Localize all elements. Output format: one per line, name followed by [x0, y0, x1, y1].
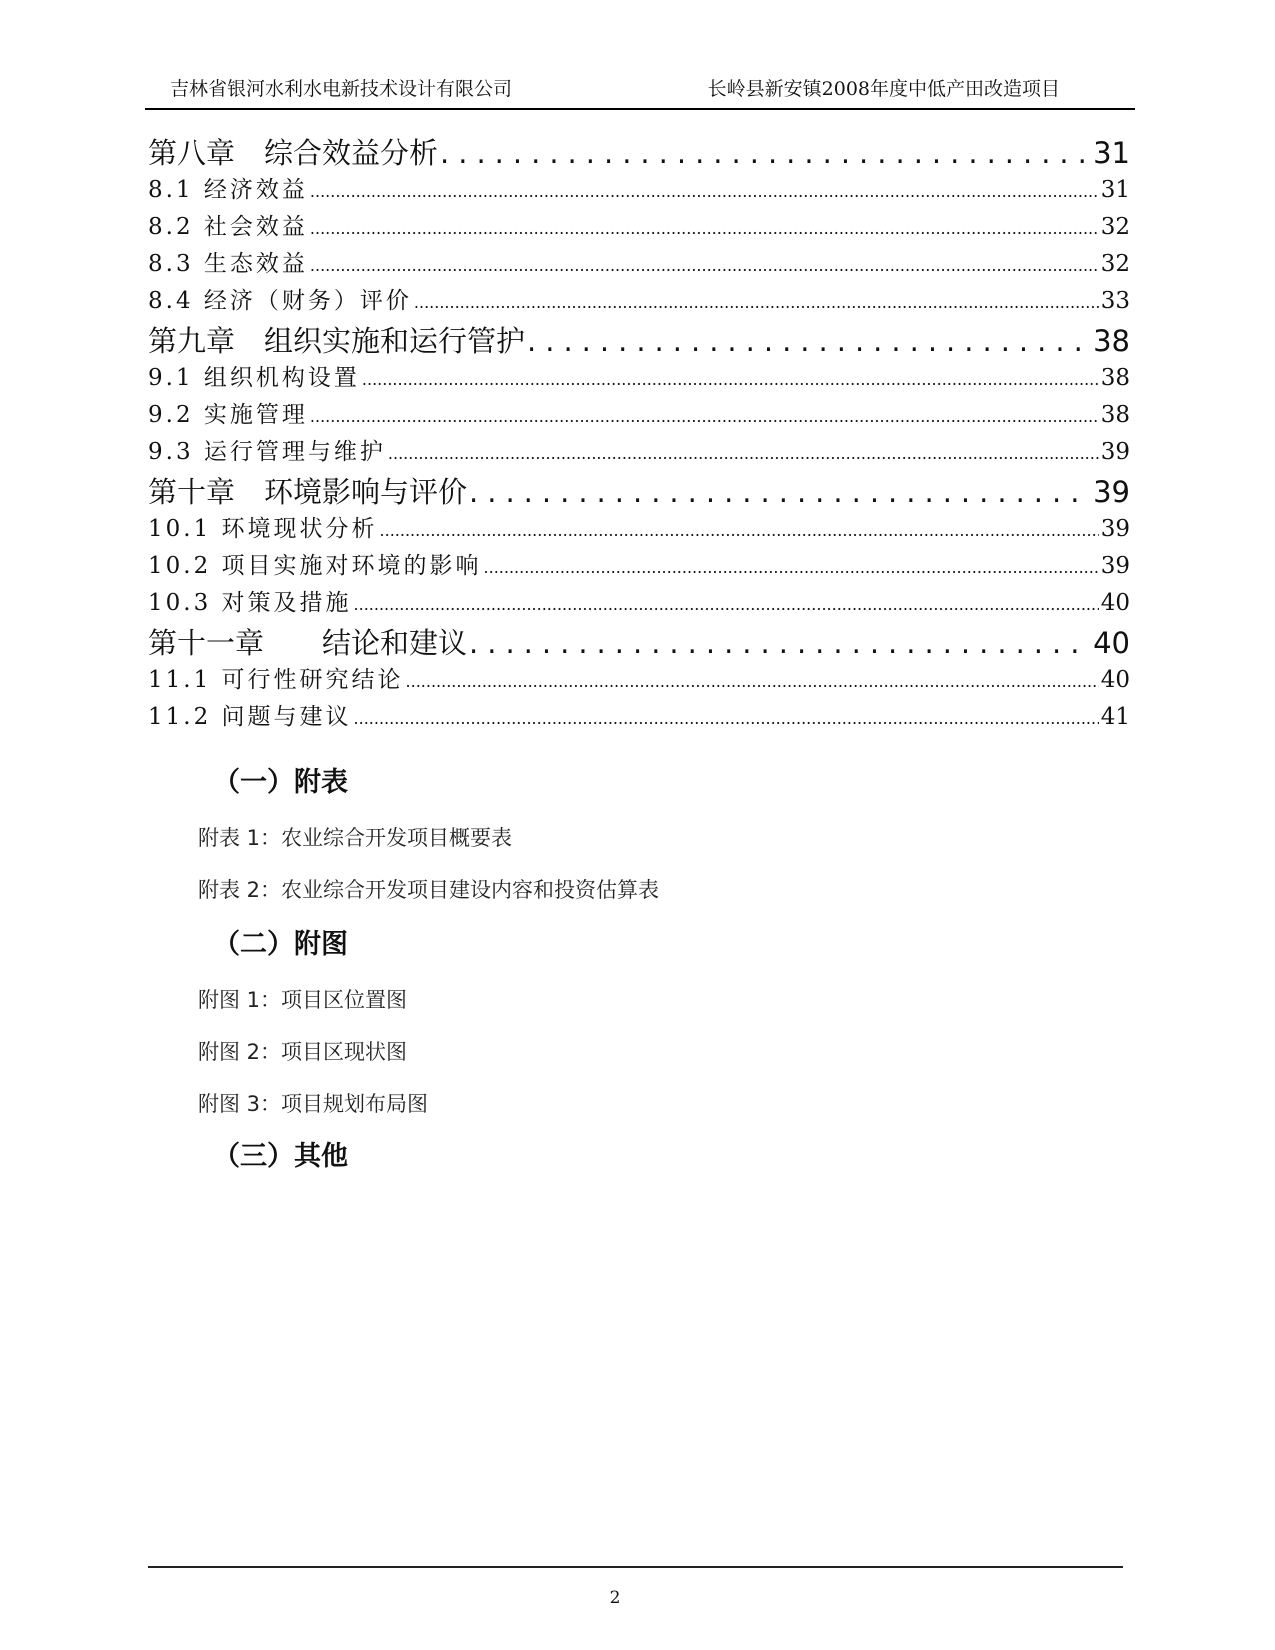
toc-dot-leader — [414, 288, 1099, 314]
toc-dot-leader — [310, 402, 1099, 428]
toc-section-entry[interactable] — [148, 208, 1130, 245]
toc-entry-title: 8.2 社会效益 — [148, 214, 308, 240]
appendix-table-item: 附表 1：农业综合开发项目概要表 — [198, 826, 513, 850]
toc-entry-title: 8.3 生态效益 — [148, 251, 308, 277]
toc-entry-title: 9.1 组织机构设置 — [148, 365, 360, 391]
toc-entry-title: 11.2 问题与建议 — [148, 704, 352, 730]
toc-chapter-entry[interactable] — [148, 621, 1130, 661]
appendix-figure-item: 附图 2：项目区现状图 — [198, 1040, 408, 1064]
toc-section-entry[interactable] — [148, 396, 1130, 433]
toc-section-entry[interactable] — [148, 433, 1130, 470]
toc-chapter-entry[interactable] — [148, 319, 1130, 359]
appendix-figure-item: 附图 3：项目规划布局图 — [198, 1092, 429, 1116]
toc-section-entry[interactable] — [148, 171, 1130, 208]
toc-dot-leader — [484, 553, 1099, 579]
appendix-table-item: 附表 2：农业综合开发项目建设内容和投资估算表 — [198, 878, 660, 902]
toc-entry-title: 9.2 实施管理 — [148, 402, 308, 428]
toc-dot-leader — [310, 214, 1099, 240]
toc-page-number: 32 — [1100, 214, 1130, 240]
toc-entry-title: 11.1 可行性研究结论 — [148, 667, 404, 693]
toc-page-number: 39 — [1100, 516, 1130, 542]
toc-page-number: 38 — [1093, 324, 1130, 358]
toc-dot-leader — [354, 704, 1099, 730]
toc-page-number: 33 — [1100, 288, 1130, 314]
toc-entry-title: 8.4 经济（财务）评价 — [148, 288, 412, 314]
toc-entry-title: 第九章 组织实施和运行管护 — [148, 324, 526, 358]
toc-dot-leader — [310, 251, 1099, 277]
toc-section-entry[interactable] — [148, 698, 1130, 735]
toc-page-number: 38 — [1100, 402, 1130, 428]
toc-dot-leader — [469, 626, 1091, 660]
toc-dot-leader — [362, 365, 1099, 391]
toc-page-number: 40 — [1100, 667, 1130, 693]
toc-entry-title: 10.2 项目实施对环境的影响 — [148, 553, 482, 579]
toc-page-number: 39 — [1093, 475, 1130, 509]
header-company: 吉林省银河水利水电新技术设计有限公司 — [170, 78, 513, 100]
toc-dot-leader — [380, 516, 1099, 542]
toc-page-number: 38 — [1100, 365, 1130, 391]
appendix-tables-heading: （一）附表 — [213, 767, 348, 798]
footer-divider — [148, 1566, 1123, 1568]
toc-section-entry[interactable] — [148, 661, 1130, 698]
appendix-figures-heading: （二）附图 — [213, 929, 348, 960]
toc-entry-title: 8.1 经济效益 — [148, 177, 308, 203]
toc-page-number: 39 — [1100, 439, 1130, 465]
toc-section-entry[interactable] — [148, 245, 1130, 282]
toc-section-entry[interactable] — [148, 282, 1130, 319]
toc-dot-leader — [388, 439, 1099, 465]
appendix-figure-item: 附图 1：项目区位置图 — [198, 988, 408, 1012]
page-number: 2 — [609, 1588, 621, 1608]
toc-section-entry[interactable] — [148, 584, 1130, 621]
toc-dot-leader — [527, 324, 1091, 358]
toc-section-entry[interactable] — [148, 510, 1130, 547]
toc-entry-title: 10.3 对策及措施 — [148, 590, 352, 616]
appendix-other-heading: （三）其他 — [213, 1141, 348, 1172]
toc-dot-leader — [354, 590, 1099, 616]
toc-page-number: 32 — [1100, 251, 1130, 277]
toc-entry-title: 9.3 运行管理与维护 — [148, 439, 386, 465]
toc-entry-title: 第十一章 结论和建议 — [148, 626, 468, 660]
toc-dot-leader — [440, 136, 1091, 170]
toc-entry-title: 第十章 环境影响与评价 — [148, 475, 468, 509]
toc-dot-leader — [469, 475, 1091, 509]
toc-entry-title: 10.1 环境现状分析 — [148, 516, 378, 542]
toc-chapter-entry[interactable] — [148, 470, 1130, 510]
page-header — [145, 70, 1135, 110]
toc-page-number: 40 — [1093, 626, 1130, 660]
toc-section-entry[interactable] — [148, 359, 1130, 396]
toc-dot-leader — [406, 667, 1099, 693]
toc-entry-title: 第八章 综合效益分析 — [148, 136, 439, 170]
toc-chapter-entry[interactable] — [148, 131, 1130, 171]
toc-page-number: 40 — [1100, 590, 1130, 616]
toc-page-number: 39 — [1100, 553, 1130, 579]
toc-page-number: 31 — [1093, 136, 1130, 170]
header-project: 长岭县新安镇2008年度中低产田改造项目 — [707, 78, 1060, 100]
toc-page-number: 41 — [1100, 704, 1130, 730]
table-of-contents — [148, 131, 1130, 735]
toc-page-number: 31 — [1100, 177, 1130, 203]
toc-section-entry[interactable] — [148, 547, 1130, 584]
toc-dot-leader — [310, 177, 1099, 203]
